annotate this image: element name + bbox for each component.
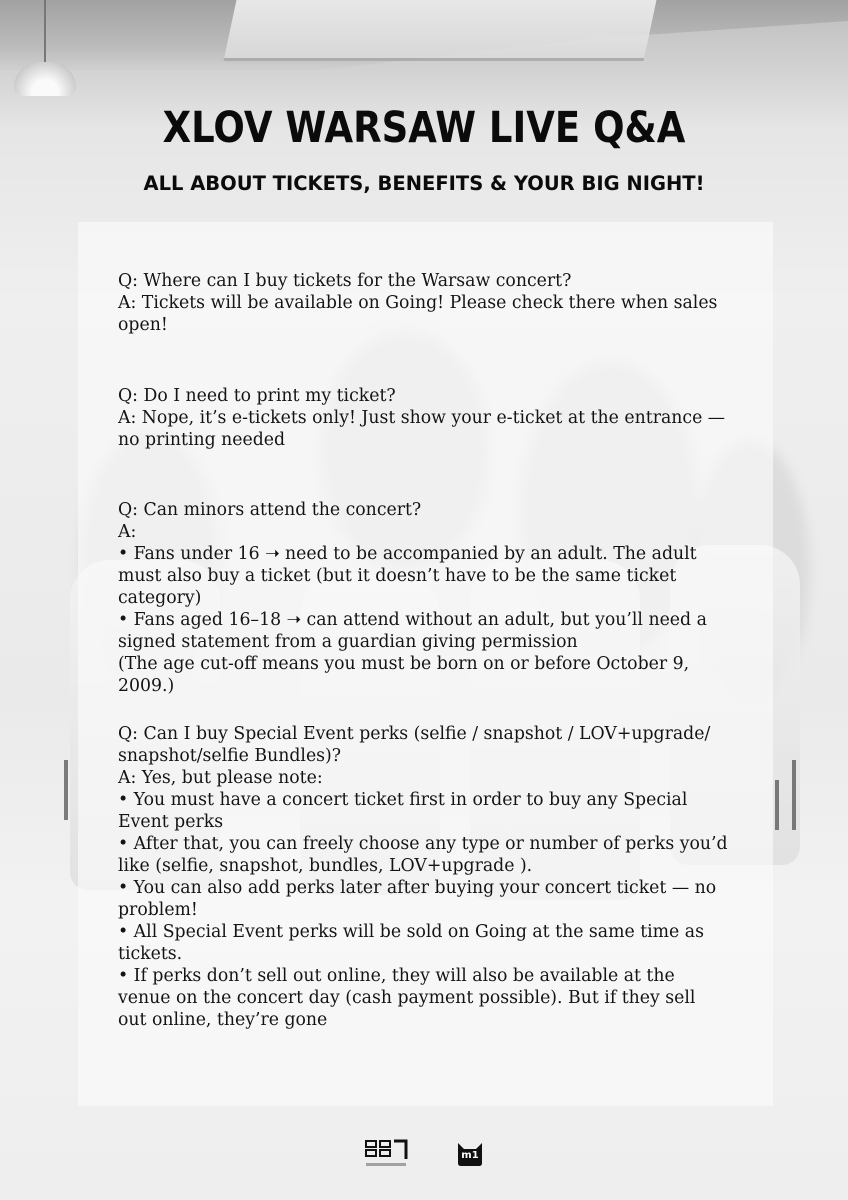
answer-bullet: • Fans under 16 ➝ need to be accompanied by an adult. The adult must also buy a ticket (but it doesn’t have to be the same ticket category) <box>118 544 697 608</box>
m1-logo-text: m1 <box>461 1150 479 1161</box>
entertainment-logo-icon <box>364 1137 410 1169</box>
answer-bullet: • After that, you can freely choose any type or number of perks you’d like (selfie, snapshot, bundles, LOV+upgrade ). <box>118 834 728 876</box>
ceiling-vent <box>224 0 657 61</box>
question: Q: Do I need to print my ticket? <box>118 386 396 406</box>
entertainment-logo <box>364 1137 410 1169</box>
question: Q: Where can I buy tickets for the Warsaw concert? <box>118 271 572 291</box>
answer-bullet: • You can also add perks later after buying your concert ticket — no problem! <box>118 878 717 920</box>
chair-leg <box>64 760 68 820</box>
answer: A: Yes, but please note: <box>118 768 323 788</box>
qa-item <box>118 270 728 336</box>
answer: A: Nope, it’s e-tickets only! Just show your e-ticket at the entrance — no printing needed <box>118 408 726 450</box>
answer-bullet: • Fans aged 16–18 ➝ can attend without an adult, but you’ll need a signed statement from a guardian giving permission <box>118 610 707 652</box>
lamp-cord <box>44 0 46 64</box>
chair-leg <box>775 780 779 830</box>
answer: A: <box>118 522 137 542</box>
answer: A: Tickets will be available on Going! Please check there when sales open! <box>118 293 718 335</box>
page-title: XLOV WARSAW LIVE Q&A <box>162 102 686 153</box>
answer-bullet: • You must have a concert ticket first in order to buy any Special Event perks <box>118 790 688 832</box>
answer-bullet: • If perks don’t sell out online, they will also be available at the venue on the concert day (cash payment possible). But if they sell out online, they’re gone <box>118 966 696 1030</box>
question: Q: Can I buy Special Event perks (selfie / snapshot / LOV+upgrade/ snapshot/selfie Bundles)? <box>118 724 711 766</box>
answer-bullet: • All Special Event perks will be sold on Going at the same time as tickets. <box>118 922 704 964</box>
qa-item <box>118 499 728 697</box>
chair-leg <box>792 760 796 830</box>
ceiling-lamp <box>14 62 76 96</box>
page-subtitle: ALL ABOUT TICKETS, BENEFITS & YOUR BIG NIGHT! <box>143 172 705 195</box>
m1-cat-logo <box>455 1137 485 1167</box>
qa-item <box>118 723 728 1031</box>
answer-note: (The age cut-off means you must be born on or before October 9, 2009.) <box>118 654 690 696</box>
qa-item <box>118 385 728 451</box>
question: Q: Can minors attend the concert? <box>118 500 422 520</box>
